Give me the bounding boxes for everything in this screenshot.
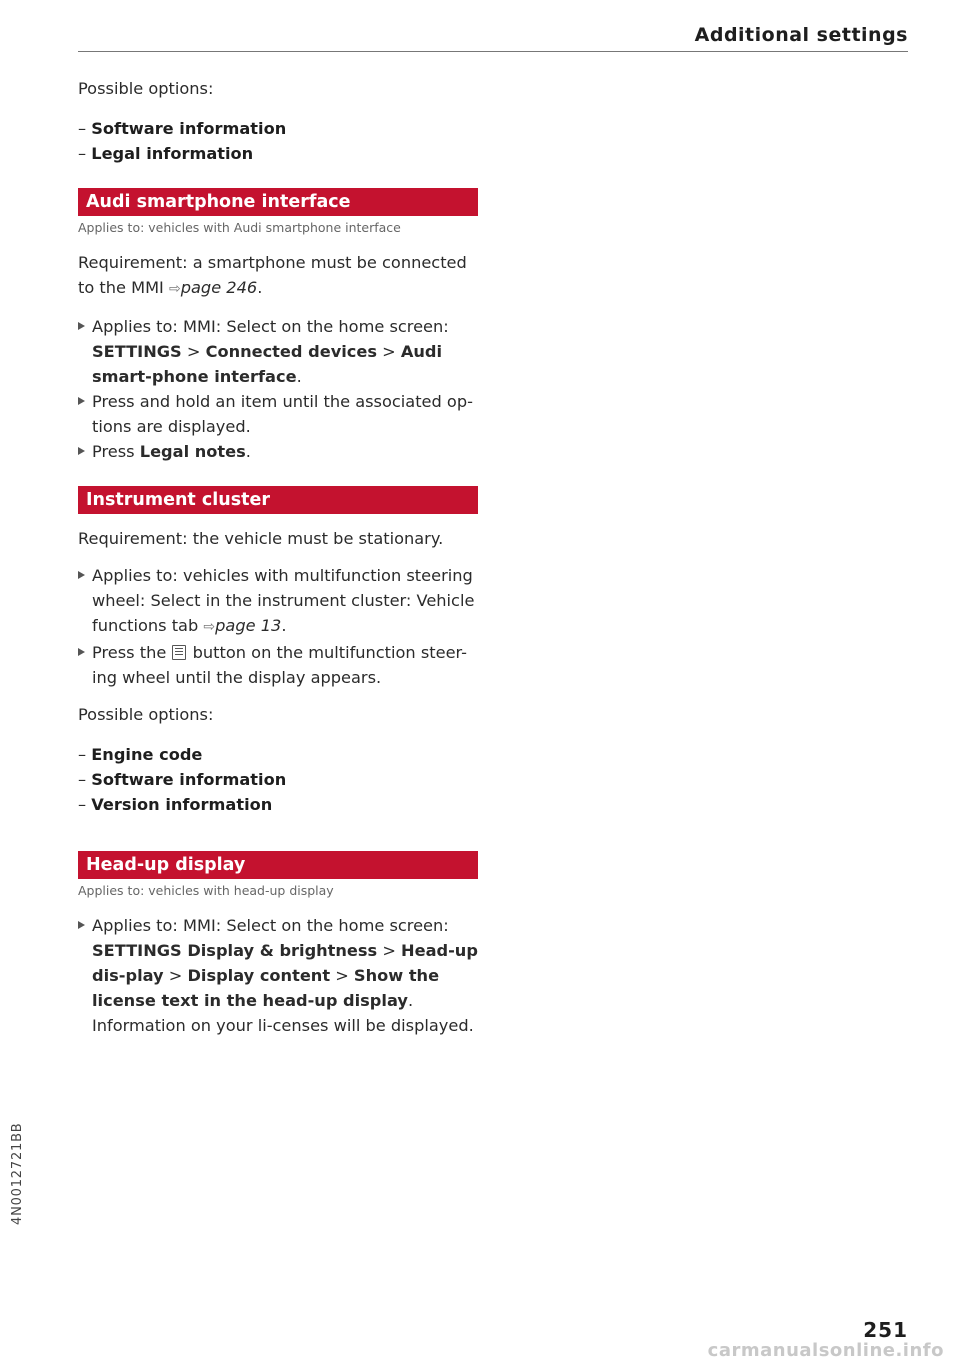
list-item: – Engine code — [78, 745, 203, 764]
requirement-text: Requirement: the vehicle must be stationary. — [78, 529, 444, 548]
step-item: Applies to: vehicles with multifunction steering wheel: Select in the instrument cluster: Vehicle functions tab ⇨page 13. — [78, 563, 478, 640]
step-item: Applies to: MMI: Select on the home screen: SETTINGS Display & brightness > Head-up dis-play > Display content > Show the license text in the head-up display. Information on your li-censes will be displayed. — [78, 913, 478, 1038]
applies-note: Applies to: vehicles with head-up display — [78, 883, 334, 898]
step-bullet-icon — [78, 648, 85, 656]
step-item: Press Legal notes. — [78, 439, 478, 464]
page-number: 251 — [863, 1318, 908, 1342]
requirement-text: Requirement: a smartphone must be connected to the MMI ⇨page 246. — [78, 253, 467, 297]
arrow-right-icon: ⇨ — [168, 281, 181, 297]
step-bullet-icon — [78, 397, 85, 405]
list-item: – Software information — [78, 119, 287, 138]
section-heading-hud: Head-up display — [78, 851, 478, 879]
document-code: 4N0012721BB — [10, 1122, 25, 1225]
xref-link[interactable]: ⇨page 246 — [168, 278, 258, 297]
list-item: – Version information — [78, 795, 273, 814]
step-item: Applies to: MMI: Select on the home screen: SETTINGS > Connected devices > Audi smart-phone interface. — [78, 314, 478, 389]
step-bullet-icon — [78, 447, 85, 455]
xref-link[interactable]: ⇨page 13 — [203, 616, 282, 635]
step-bullet-icon — [78, 921, 85, 929]
applies-note: Applies to: vehicles with Audi smartphone interface — [78, 220, 401, 235]
list-item: – Software information — [78, 770, 287, 789]
step-item: Press and hold an item until the associated op-tions are displayed. — [78, 389, 478, 439]
step-item: Press the button on the multifunction steer-ing wheel until the display appears. — [78, 640, 478, 690]
header-rule — [78, 51, 908, 52]
content-column — [78, 76, 478, 1038]
section-heading-smartphone: Audi smartphone interface — [78, 188, 478, 216]
menu-list-icon — [172, 645, 186, 660]
step-bullet-icon — [78, 322, 85, 330]
page-header-title: Additional settings — [694, 24, 908, 46]
list-item: – Legal information — [78, 144, 254, 163]
step-bullet-icon — [78, 571, 85, 579]
cluster-possible-options: Possible options: — [78, 705, 214, 724]
section-heading-cluster: Instrument cluster — [78, 486, 478, 514]
watermark: carmanualsonline.info — [707, 1340, 944, 1361]
arrow-right-icon: ⇨ — [203, 619, 216, 635]
intro-possible-options: Possible options: — [78, 79, 214, 98]
